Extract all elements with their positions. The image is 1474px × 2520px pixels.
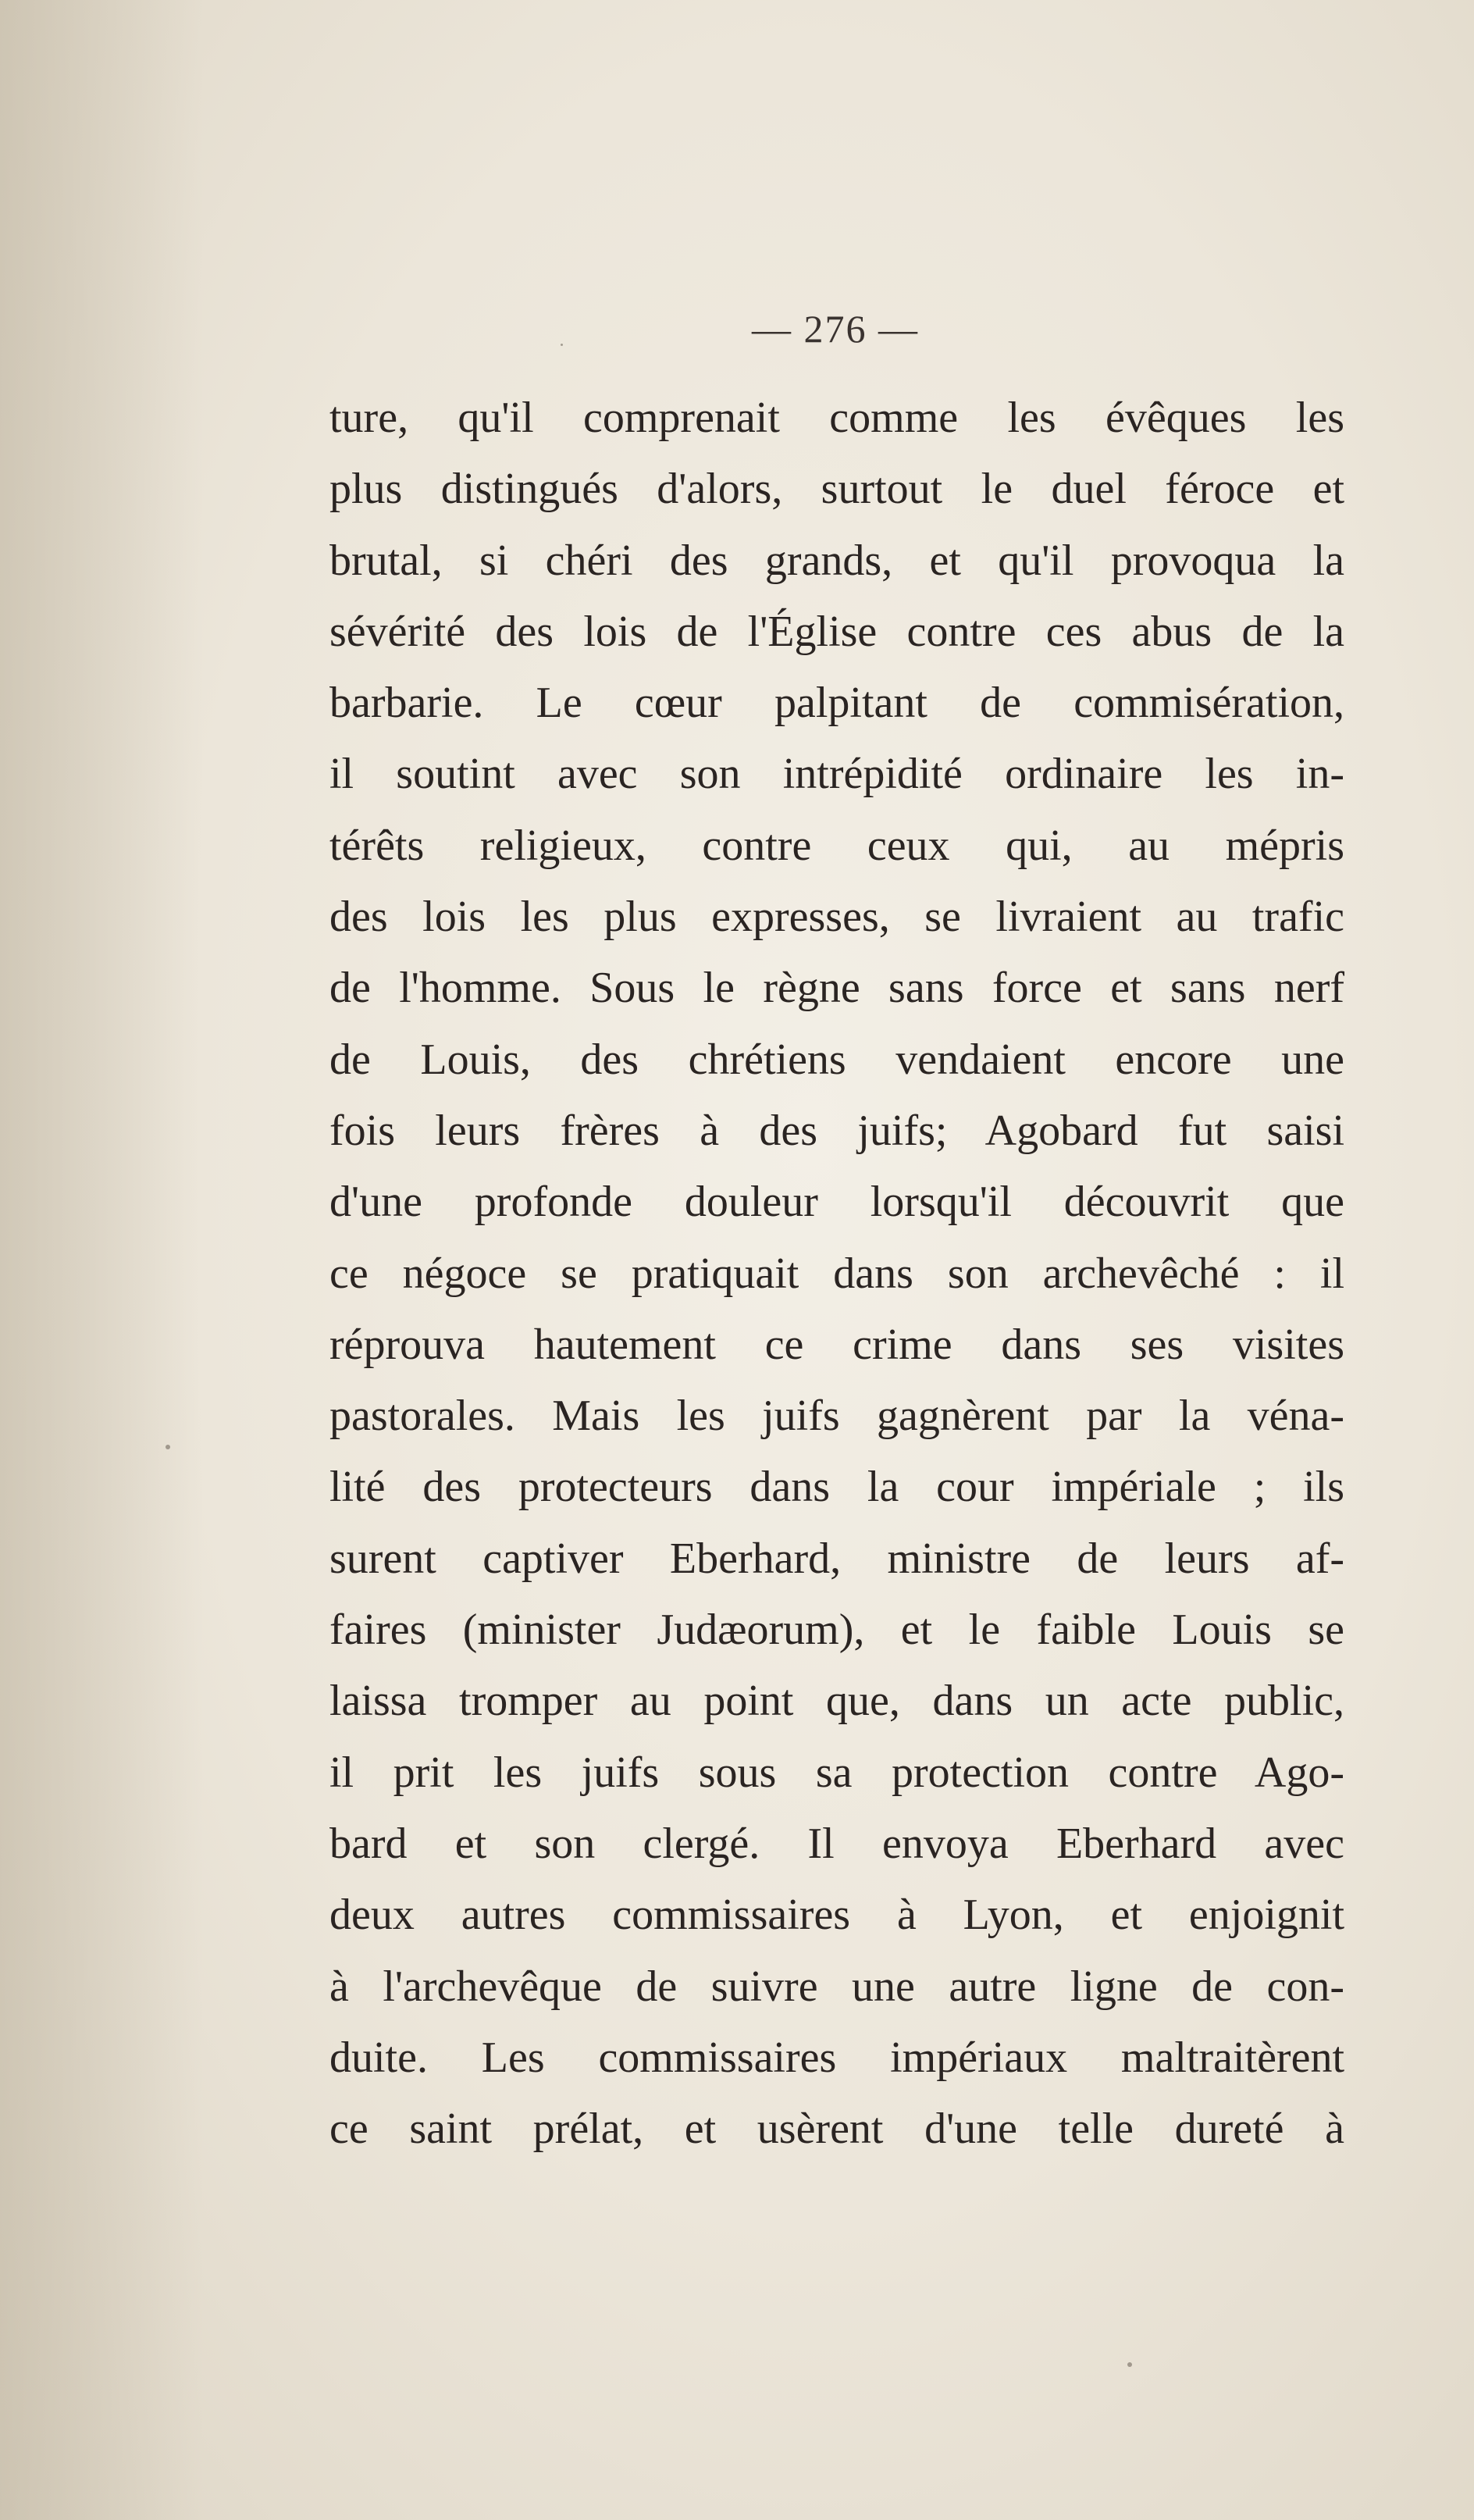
text-line: pastorales. Mais les juifs gagnèrent par la véna-	[329, 1392, 1344, 1441]
paper-speck	[1127, 2362, 1132, 2367]
text-line: laissa tromper au point que, dans un acte public,	[329, 1677, 1344, 1726]
text-line: lité des protecteurs dans la cour impériale ; ils	[329, 1463, 1344, 1512]
text-line: des lois les plus expresses, se livraient au trafic	[329, 893, 1344, 942]
body-text	[329, 383, 1344, 2165]
paper-speck	[166, 1445, 170, 1449]
text-line: ce négoce se pratiquait dans son archevêché : il	[329, 1249, 1344, 1298]
text-line: deux autres commissaires à Lyon, et enjoignit	[329, 1891, 1344, 1940]
text-line: ture, qu'il comprenait comme les évêques les	[329, 394, 1344, 442]
text-line: surent captiver Eberhard, ministre de leurs af-	[329, 1534, 1344, 1583]
text-line: il soutint avec son intrépidité ordinaire les in-	[329, 750, 1344, 799]
text-line: de l'homme. Sous le règne sans force et sans nerf	[329, 964, 1344, 1013]
text-line: de Louis, des chrétiens vendaient encore une	[329, 1035, 1344, 1084]
text-line: bard et son clergé. Il envoya Eberhard avec	[329, 1819, 1344, 1868]
text-line: faires (minister Judæorum), et le faible Louis se	[329, 1606, 1344, 1655]
paper-speck	[561, 344, 563, 346]
text-line: duite. Les commissaires impériaux maltraitèrent	[329, 2033, 1344, 2082]
text-line: térêts religieux, contre ceux qui, au mépris	[329, 821, 1344, 870]
page-number: — 276 —	[752, 307, 919, 351]
text-line: plus distingués d'alors, surtout le duel féroce et	[329, 465, 1344, 514]
gutter-shadow	[0, 0, 203, 2520]
text-line: fois leurs frères à des juifs; Agobard fut saisi	[329, 1106, 1344, 1155]
text-line: il prit les juifs sous sa protection contre Ago-	[329, 1748, 1344, 1797]
text-line: sévérité des lois de l'Église contre ces abus de la	[329, 607, 1344, 656]
text-line: barbarie. Le cœur palpitant de commisération,	[329, 679, 1344, 728]
text-line: à l'archevêque de suivre une autre ligne de con-	[329, 1962, 1344, 2011]
text-line: réprouva hautement ce crime dans ses visites	[329, 1320, 1344, 1369]
text-line: brutal, si chéri des grands, et qu'il provoqua la	[329, 536, 1344, 585]
text-line: d'une profonde douleur lorsqu'il découvrit que	[329, 1178, 1344, 1227]
text-line: ce saint prélat, et usèrent d'une telle dureté à	[329, 2105, 1344, 2154]
